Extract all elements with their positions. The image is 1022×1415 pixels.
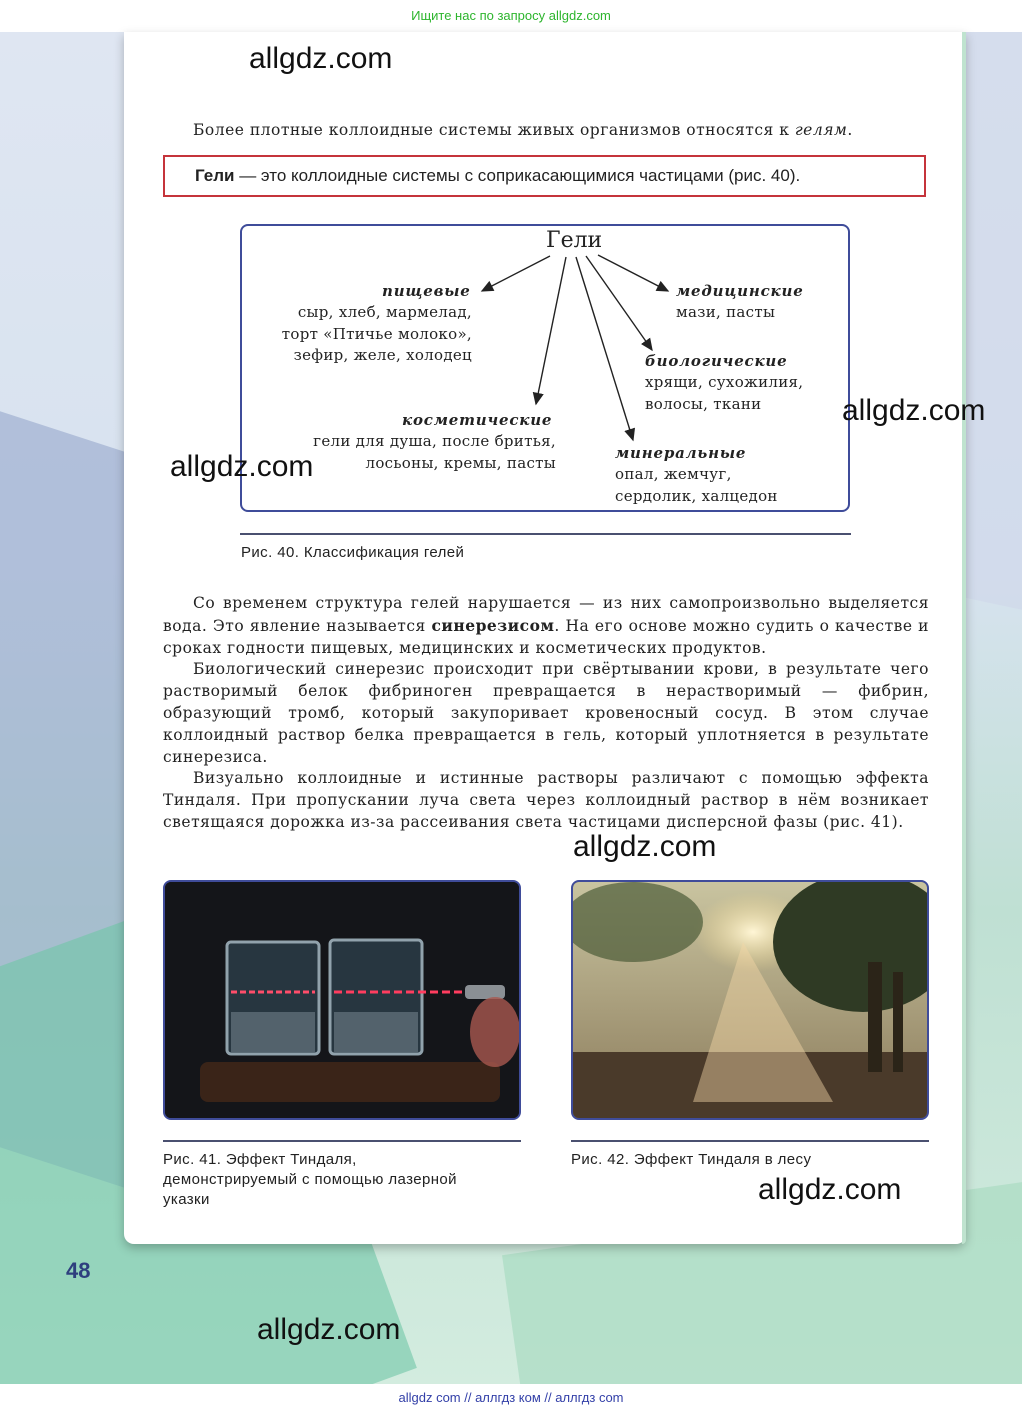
watermark: allgdz.com xyxy=(249,42,393,75)
list-item: хрящи, сухожилия, xyxy=(645,373,804,391)
list-item: зефир, желе, холодец xyxy=(293,346,472,364)
page-edge xyxy=(962,32,966,1244)
category-medical-label: медицинские xyxy=(676,282,804,300)
category-cosmetic-items xyxy=(292,431,556,474)
category-food-label: пищевые xyxy=(382,282,471,300)
watermark: allgdz.com xyxy=(758,1173,902,1206)
caption-divider xyxy=(163,1140,521,1142)
category-cosmetic-label: косметические xyxy=(402,411,553,429)
category-medical-items xyxy=(676,302,775,324)
arrow-cosmetic xyxy=(536,257,566,404)
intro-term: гелям xyxy=(794,121,848,139)
body-paragraph: Биологический синерезис происходит при свёртывании крови, в результате чего растворимый белок фибриноген превращается в нерастворимый — фибрин, образующий тромб, который закупоривает кровеносный сосуд. В этом случае коллоидный раствор белка превращается в гель, который уплотняется в результате синерезиса. xyxy=(163,660,929,766)
category-biological-label: биологические xyxy=(645,352,788,370)
forest-sunlight-illustration xyxy=(573,882,929,1120)
laser-glasses-illustration xyxy=(165,882,521,1120)
category-biological-items xyxy=(645,372,803,415)
definition-box xyxy=(163,155,926,197)
diagram-title: Гели xyxy=(546,228,603,253)
watermark: allgdz.com xyxy=(170,450,314,483)
body-paragraph: Визуально коллоидные и истинные растворы различают с помощью эффекта Тиндаля. При пропускании луча света через коллоидный раствор в нём возникает светящаяся дорожка из-за рассеивания света частицами дисперсной фазы (рис. 41). xyxy=(163,769,929,831)
list-item: гели для душа, после бритья, xyxy=(313,432,556,450)
caption-divider xyxy=(571,1140,929,1142)
caption-line: демонстрируемый с помощью лазерной xyxy=(163,1171,457,1188)
caption-line: Рис. 41. Эффект Тиндаля, xyxy=(163,1151,357,1168)
fig41-caption xyxy=(163,1150,523,1210)
list-item: сердолик, халцедон xyxy=(615,486,778,505)
category-mineral-items xyxy=(615,464,778,507)
category-food-items xyxy=(268,302,472,367)
watermark: allgdz.com xyxy=(257,1313,401,1346)
arrow-biological xyxy=(586,256,652,350)
page-number: 48 xyxy=(66,1258,91,1283)
arrow-medical xyxy=(598,255,668,291)
list-item: сыр, хлеб, мармелад, xyxy=(297,303,472,321)
fig41-photo xyxy=(163,880,521,1120)
watermark: allgdz.com xyxy=(842,394,986,427)
list-item: торт «Птичье молоко», xyxy=(281,324,472,343)
intro-paragraph xyxy=(163,120,929,142)
arrow-food xyxy=(482,256,550,291)
watermark: allgdz.com xyxy=(573,830,717,863)
term-syneresis: синерезисом xyxy=(431,615,555,635)
definition-text: — это коллоидные системы с соприкасающимися частицами (рис. 40). xyxy=(234,166,801,185)
list-item: мази, пасты xyxy=(676,303,776,321)
body-paragraph: Со временем структура гелей нарушается — из них самопроизвольно выделяется вода. Это явление называется синерезисом. На его основе можно судить о качестве и сроках годности пищевых, медицинских и косметических продуктов. xyxy=(163,594,930,657)
category-mineral-label: минеральные xyxy=(615,444,747,462)
list-item: волосы, ткани xyxy=(645,394,762,413)
fig42-photo xyxy=(571,880,929,1120)
fig42-caption: Рис. 42. Эффект Тиндаля в лесу xyxy=(571,1151,812,1168)
caption-divider xyxy=(240,533,851,535)
footer-links[interactable]: allgdz com // аллгдз ком // аллгдз com xyxy=(0,1384,1022,1415)
definition-term: Гели xyxy=(195,166,235,185)
caption-line: указки xyxy=(163,1191,210,1208)
arrow-mineral xyxy=(576,257,633,440)
fig40-caption: Рис. 40. Классификация гелей xyxy=(241,544,465,561)
top-search-banner[interactable]: Ищите нас по запросу allgdz.com xyxy=(0,0,1022,32)
list-item: лосьоны, кремы, пасты xyxy=(365,453,556,472)
body-text xyxy=(163,593,929,834)
intro-text: Более плотные коллоидные системы живых организмов относятся к гелям. xyxy=(193,121,853,139)
list-item: опал, жемчуг, xyxy=(615,465,732,483)
